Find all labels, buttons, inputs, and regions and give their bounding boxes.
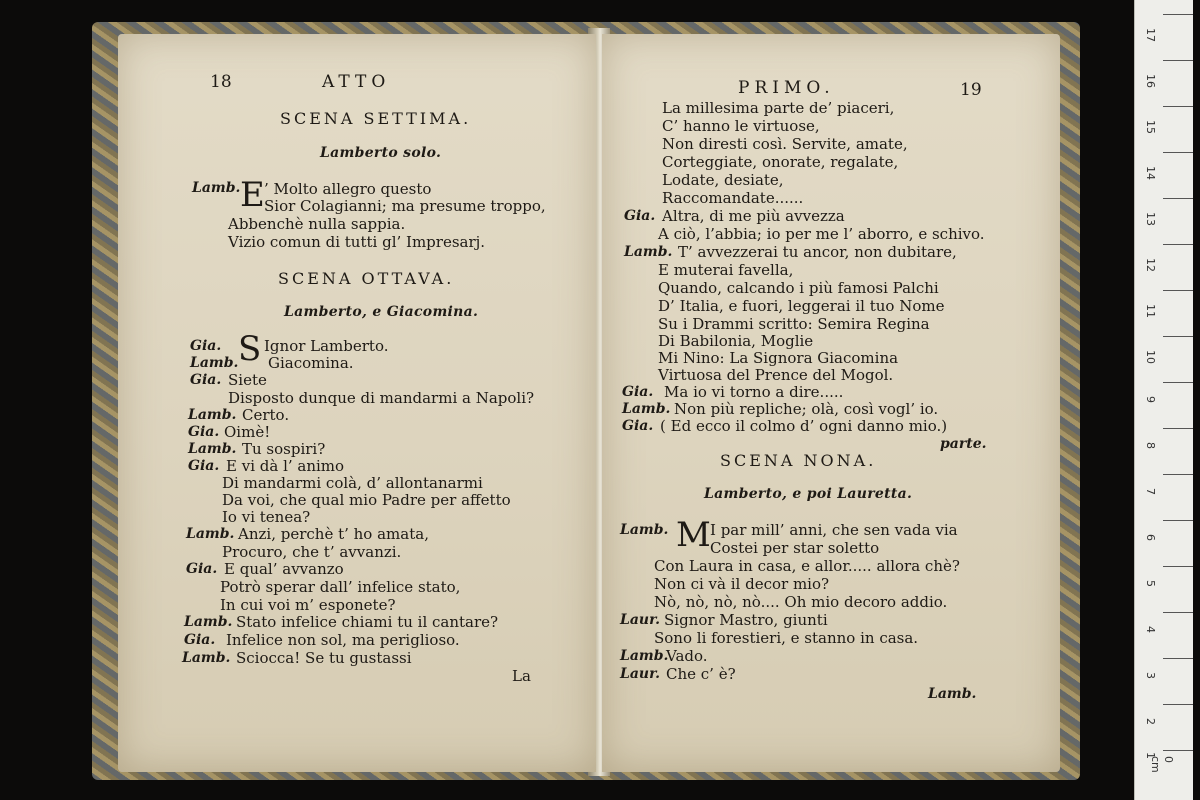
s7-line-3: Abbenchè nulla sappia. (228, 215, 406, 233)
r-line: Mi Nino: La Signora Giacomina (658, 349, 899, 367)
s8-drop-cap: S (238, 329, 262, 369)
s9-line: Signor Mastro, giunti (664, 611, 828, 629)
s8-line: Anzi, perchè t’ ho amata, (238, 525, 429, 543)
s8-speaker: Lamb. (188, 407, 237, 423)
r-speaker: Gia. (622, 384, 654, 400)
s7-line-2: Sior Colagianni; ma presume troppo, (264, 197, 546, 215)
right-catchword: Lamb. (928, 686, 977, 702)
ruler-label: 8 (1144, 442, 1157, 449)
r-line: A ciò, l’abbia; io per me l’ aborro, e schivo. (658, 225, 985, 243)
s8-speaker: Lamb. (186, 526, 235, 542)
s8-line: Certo. (242, 406, 290, 424)
ruler-label: 16 (1144, 74, 1157, 88)
r-line: T’ avvezzerai tu ancor, non dubitare, (678, 243, 957, 261)
s9-line: I par mill’ anni, che sen vada via (710, 521, 958, 539)
ruler-label: 9 (1144, 396, 1157, 403)
scene9-title: SCENA NONA. (720, 451, 877, 470)
ruler-label: 2 (1144, 718, 1157, 725)
s8-speaker: Gia. (186, 561, 218, 577)
right-page (602, 34, 1060, 772)
r-line: Corteggiate, onorate, regalate, (662, 153, 899, 171)
s8-speaker: Lamb. (188, 441, 237, 457)
s9-speaker: Laur. (620, 666, 661, 682)
r-speaker: Gia. (624, 208, 656, 224)
s8-line: Da voi, che qual mio Padre per affetto (222, 491, 511, 509)
scene8-title: SCENA OTTAVA. (278, 269, 455, 288)
left-page (118, 34, 596, 772)
s8-line: Procuro, che t’ avvanzi. (222, 543, 402, 561)
s9-line: Che c’ è? (666, 665, 736, 683)
scene7-title: SCENA SETTIMA. (280, 109, 472, 128)
s8-line: Siete (228, 371, 267, 389)
scene7-characters: Lamberto solo. (320, 145, 442, 161)
ruler-label: 6 (1144, 534, 1157, 541)
s8-speaker: Gia. (188, 424, 220, 440)
ruler-label: 13 (1144, 212, 1157, 226)
s8-speaker: Lamb. (190, 355, 239, 371)
r-line: Raccomandate...... (662, 189, 804, 207)
s7-drop-cap: E (240, 175, 265, 215)
s9-line: Costei per star soletto (710, 539, 880, 557)
r-speaker: Gia. (622, 418, 654, 434)
s8-speaker: Gia. (190, 372, 222, 388)
s8-line: Potrò sperar dall’ infelice stato, (220, 578, 461, 596)
r-line: D’ Italia, e fuori, leggerai il tuo Nome (658, 297, 945, 315)
measurement-ruler (1134, 0, 1193, 800)
s8-speaker: Gia. (184, 632, 216, 648)
ruler-label: 17 (1144, 28, 1157, 42)
s7-line-4: Vizio comun di tutti gl’ Impresarj. (228, 233, 486, 251)
s8-line: E qual’ avvanzo (224, 560, 344, 578)
s9-line: Nò, nò, nò, nò.... Oh mio decoro addio. (654, 593, 948, 611)
right-running-head: PRIMO. (738, 78, 835, 98)
ruler-label: 14 (1144, 166, 1157, 180)
r-line: Ma io vi torno a dire..... (664, 383, 844, 401)
s9-speaker: Laur. (620, 612, 661, 628)
r-line: Non più repliche; olà, così vogl’ io. (674, 400, 939, 418)
s8-line: Stato infelice chiami tu il cantare? (236, 613, 499, 631)
r-line: Lodate, desiate, (662, 171, 784, 189)
scene8-characters: Lamberto, e Giacomina. (284, 304, 479, 320)
s8-line: Giacomina. (268, 354, 354, 372)
r-line: Di Babilonia, Moglie (658, 332, 814, 350)
r-line: ( Ed ecco il colmo d’ ogni danno mio.) (660, 417, 948, 435)
s8-line: Infelice non sol, ma periglioso. (226, 631, 460, 649)
r-parte: parte. (940, 436, 987, 452)
s9-line: Non ci và il decor mio? (654, 575, 830, 593)
r-line: Su i Drammi scritto: Semira Regina (658, 315, 930, 333)
scene9-characters: Lamberto, e poi Lauretta. (704, 486, 913, 502)
s9-line: Vado. (666, 647, 708, 665)
s8-line: Oimè! (224, 423, 271, 441)
ruler-label: 5 (1144, 580, 1157, 587)
s8-line: E vi dà l’ animo (226, 457, 345, 475)
s8-speaker: Lamb. (182, 650, 231, 666)
s7-line-1: ’ Molto allegro questo (264, 180, 432, 198)
s8-line: In cui voi m’ esponete? (220, 596, 396, 614)
ruler-label: 3 (1144, 672, 1157, 679)
left-running-head: ATTO (322, 72, 391, 92)
s8-line: Ignor Lamberto. (264, 337, 389, 355)
r-line: Virtuosa del Prence del Mogol. (658, 366, 894, 384)
s9-line: Sono li forestieri, e stanno in casa. (654, 629, 919, 647)
s7-speaker: Lamb. (192, 180, 241, 196)
r-speaker: Lamb. (622, 401, 671, 417)
ruler-unit: 0 cm (1149, 756, 1175, 773)
left-page-number: 18 (210, 72, 232, 92)
s8-line: Sciocca! Se tu gustassi (236, 649, 412, 667)
s8-speaker: Gia. (190, 338, 222, 354)
s8-speaker: Lamb. (184, 614, 233, 630)
s8-line: Di mandarmi colà, d’ allontanarmi (222, 474, 483, 492)
r-speaker: Lamb. (624, 244, 673, 260)
s9-speaker: Lamb. (620, 648, 669, 664)
r-line: E muterai favella, (658, 261, 794, 279)
ruler-label: 4 (1144, 626, 1157, 633)
r-line: Altra, di me più avvezza (662, 207, 845, 225)
right-page-number: 19 (960, 80, 982, 100)
s8-line: Tu sospiri? (242, 440, 326, 458)
ruler-label: 7 (1144, 488, 1157, 495)
r-line: C’ hanno le virtuose, (662, 117, 820, 135)
r-line: La millesima parte de’ piaceri, (662, 99, 895, 117)
ruler-label: 11 (1144, 304, 1157, 318)
ruler-label: 10 (1144, 350, 1157, 364)
s8-speaker: Gia. (188, 458, 220, 474)
ruler-label: 1 (1144, 752, 1157, 759)
s9-speaker: Lamb. (620, 522, 669, 538)
ruler-label: 12 (1144, 258, 1157, 272)
s9-line: Con Laura in casa, e allor..... allora chè? (654, 557, 960, 575)
s8-line: Disposto dunque di mandarmi a Napoli? (228, 389, 535, 407)
left-catchword: La (512, 667, 531, 685)
ruler-label: 15 (1144, 120, 1157, 134)
s8-line: Io vi tenea? (222, 508, 311, 526)
r-line: Non diresti così. Servite, amate, (662, 135, 908, 153)
r-line: Quando, calcando i più famosi Palchi (658, 279, 939, 297)
s9-drop-cap: M (676, 515, 711, 555)
